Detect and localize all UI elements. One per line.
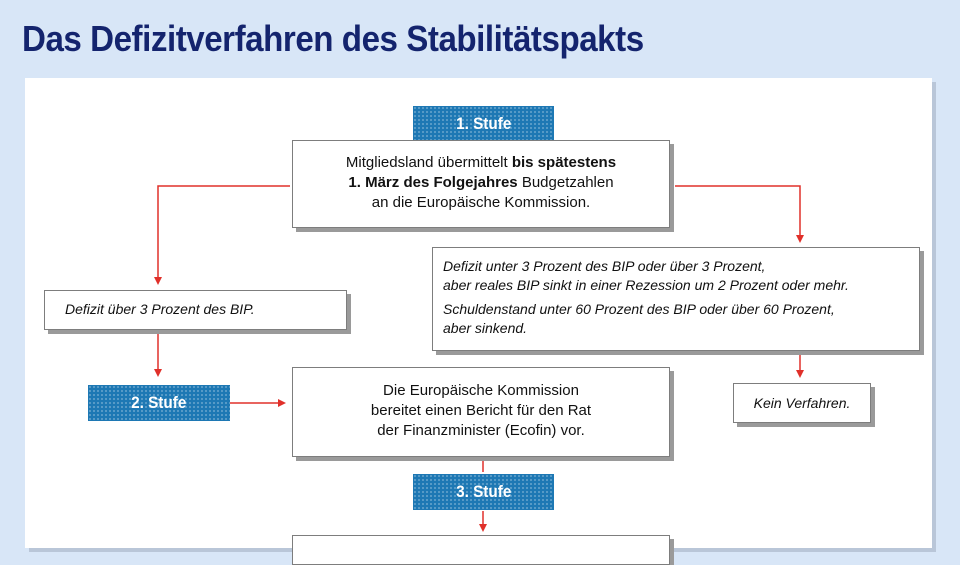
stage-3-label: 3. Stufe [413, 474, 554, 510]
deficit-under-box: Defizit unter 3 Prozent des BIP oder über 3 Prozent, aber reales BIP sinkt in einer Rezession um 2 Prozent oder mehr. Schuldenstand unter 60 Prozent des BIP oder über 60 Prozent, aber sinkend. [432, 247, 920, 351]
no-procedure-box: Kein Verfahren. [733, 383, 871, 423]
deficit-over-box: Defizit über 3 Prozent des BIP. [44, 290, 347, 330]
commission-report-box: Die Europäische Kommission bereitet einen Bericht für den Rat der Finanzminister (Ecofin) vor. [292, 367, 670, 457]
stage-2-label: 2. Stufe [88, 385, 230, 421]
arrow-submit-to-deficit-under [675, 186, 800, 241]
page-title: Das Defizitverfahren des Stabilitätspakts [22, 18, 644, 59]
stage-1-label: 1. Stufe [413, 106, 554, 142]
arrow-submit-to-deficit-over [158, 186, 290, 283]
submit-budget-box: Mitgliedsland übermittelt bis spätestens 1. März des Folgejahres Budgetzahlen an die Europäische Kommission. [292, 140, 670, 228]
